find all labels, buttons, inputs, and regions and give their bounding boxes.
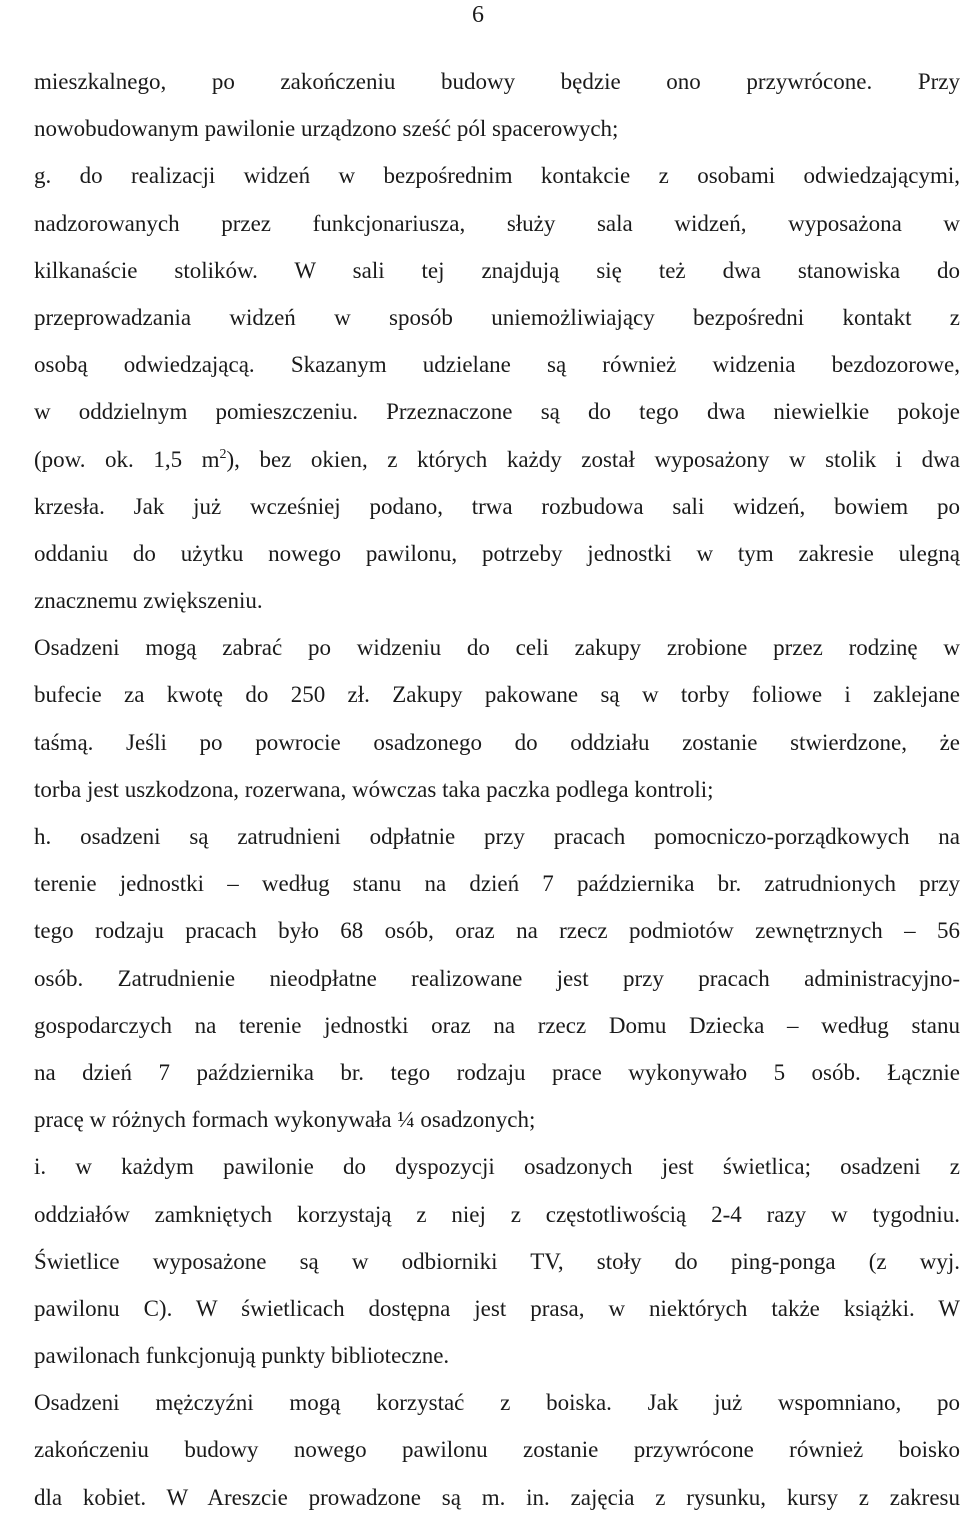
text-line: tego rodzaju pracach było 68 osób, oraz na rzecz podmiotów zewnętrznych – 56	[34, 918, 960, 944]
text-line: oddaniu do użytku nowego pawilonu, potrzeby jednostki w tym zakresie ulegną	[34, 540, 960, 566]
text-line-with-superscript	[34, 436, 960, 483]
text-line: kilkanaście stolików. W sali tej znajdują się też dwa stanowiska do	[34, 257, 960, 283]
text-line: mieszkalnego, po zakończeniu budowy będzie ono przywrócone. Przy	[34, 69, 960, 94]
text-line: taśmą. Jeśli po powrocie osadzonego do oddziału zostanie stwierdzone, że	[34, 729, 960, 755]
text-segment: ), bez okien, z których każdy został wyposażony w stolik i dwa	[226, 446, 960, 472]
text-line: torba jest uszkodzona, rozerwana, wówczas taka paczka podlega kontroli;	[34, 776, 714, 802]
text-line: pawilonu C). W świetlicach dostępna jest prasa, w niektórych także książki. W	[34, 1295, 960, 1321]
text-line: Świetlice wyposażone są w odbiorniki TV, stoły do ping-ponga (z wyj.	[34, 1248, 960, 1274]
text-line: Osadzeni mogą zabrać po widzeniu do celi zakupy zrobione przez rodzinę w	[34, 635, 960, 661]
list-item-g-line: g. do realizacji widzeń w bezpośrednim kontakcie z osobami odwiedzającymi,	[34, 163, 960, 189]
text-line: w oddzielnym pomieszczeniu. Przeznaczone są do tego dwa niewielkie pokoje	[34, 399, 960, 425]
text-line: osobą odwiedzającą. Skazanym udzielane są również widzenia bezdozorowe,	[34, 352, 960, 378]
text-line: nadzorowanych przez funkcjonariusza, służy sala widzeń, wyposażona w	[34, 210, 960, 236]
document-body	[34, 58, 960, 1521]
text-line: bufecie za kwotę do 250 zł. Zakupy pakowane są w torby foliowe i zaklejane	[34, 682, 960, 708]
text-line: dla kobiet. W Areszcie prowadzone są m. in. zajęcia z rysunku, kursy z zakresu	[34, 1484, 960, 1510]
text-line: przeprowadzania widzeń w sposób uniemożliwiający bezpośredni kontakt z	[34, 304, 960, 330]
text-segment: (pow. ok. 1,5 m	[34, 446, 220, 472]
text-line: oddziałów zamkniętych korzystają z niej z częstotliwością 2-4 razy w tygodniu.	[34, 1201, 960, 1227]
list-item-i-line: i. w każdym pawilonie do dyspozycji osadzonych jest świetlica; osadzeni z	[34, 1154, 960, 1180]
text-line: na dzień 7 października br. tego rodzaju prace wykonywało 5 osób. Łącznie	[34, 1059, 960, 1085]
text-line: krzesła. Jak już wcześniej podano, trwa rozbudowa sali widzeń, bowiem po	[34, 493, 960, 519]
text-line: znacznemu zwiększeniu.	[34, 588, 263, 614]
text-line: nowobudowanym pawilonie urządzono sześć pól spacerowych;	[34, 116, 619, 142]
text-line: osób. Zatrudnienie nieodpłatne realizowane jest przy pracach administracyjno-	[34, 965, 960, 991]
text-line: gospodarczych na terenie jednostki oraz na rzecz Domu Dziecka – według stanu	[34, 1012, 960, 1038]
text-line: terenie jednostki – według stanu na dzień 7 października br. zatrudnionych przy	[34, 871, 960, 897]
text-line: pawilonach funkcjonują punkty biblioteczne.	[34, 1343, 450, 1369]
text-line: Osadzeni mężczyźni mogą korzystać z boiska. Jak już wspomniano, po	[34, 1390, 960, 1416]
superscript: 2	[219, 446, 227, 462]
text-line: pracę w różnych formach wykonywała ¼ osadzonych;	[34, 1107, 536, 1133]
page-number: 6	[472, 2, 484, 28]
text-line: zakończeniu budowy nowego pawilonu zostanie przywrócone również boisko	[34, 1437, 960, 1463]
list-item-h-line: h. osadzeni są zatrudnieni odpłatnie przy pracach pomocniczo-porządkowych na	[34, 824, 960, 849]
